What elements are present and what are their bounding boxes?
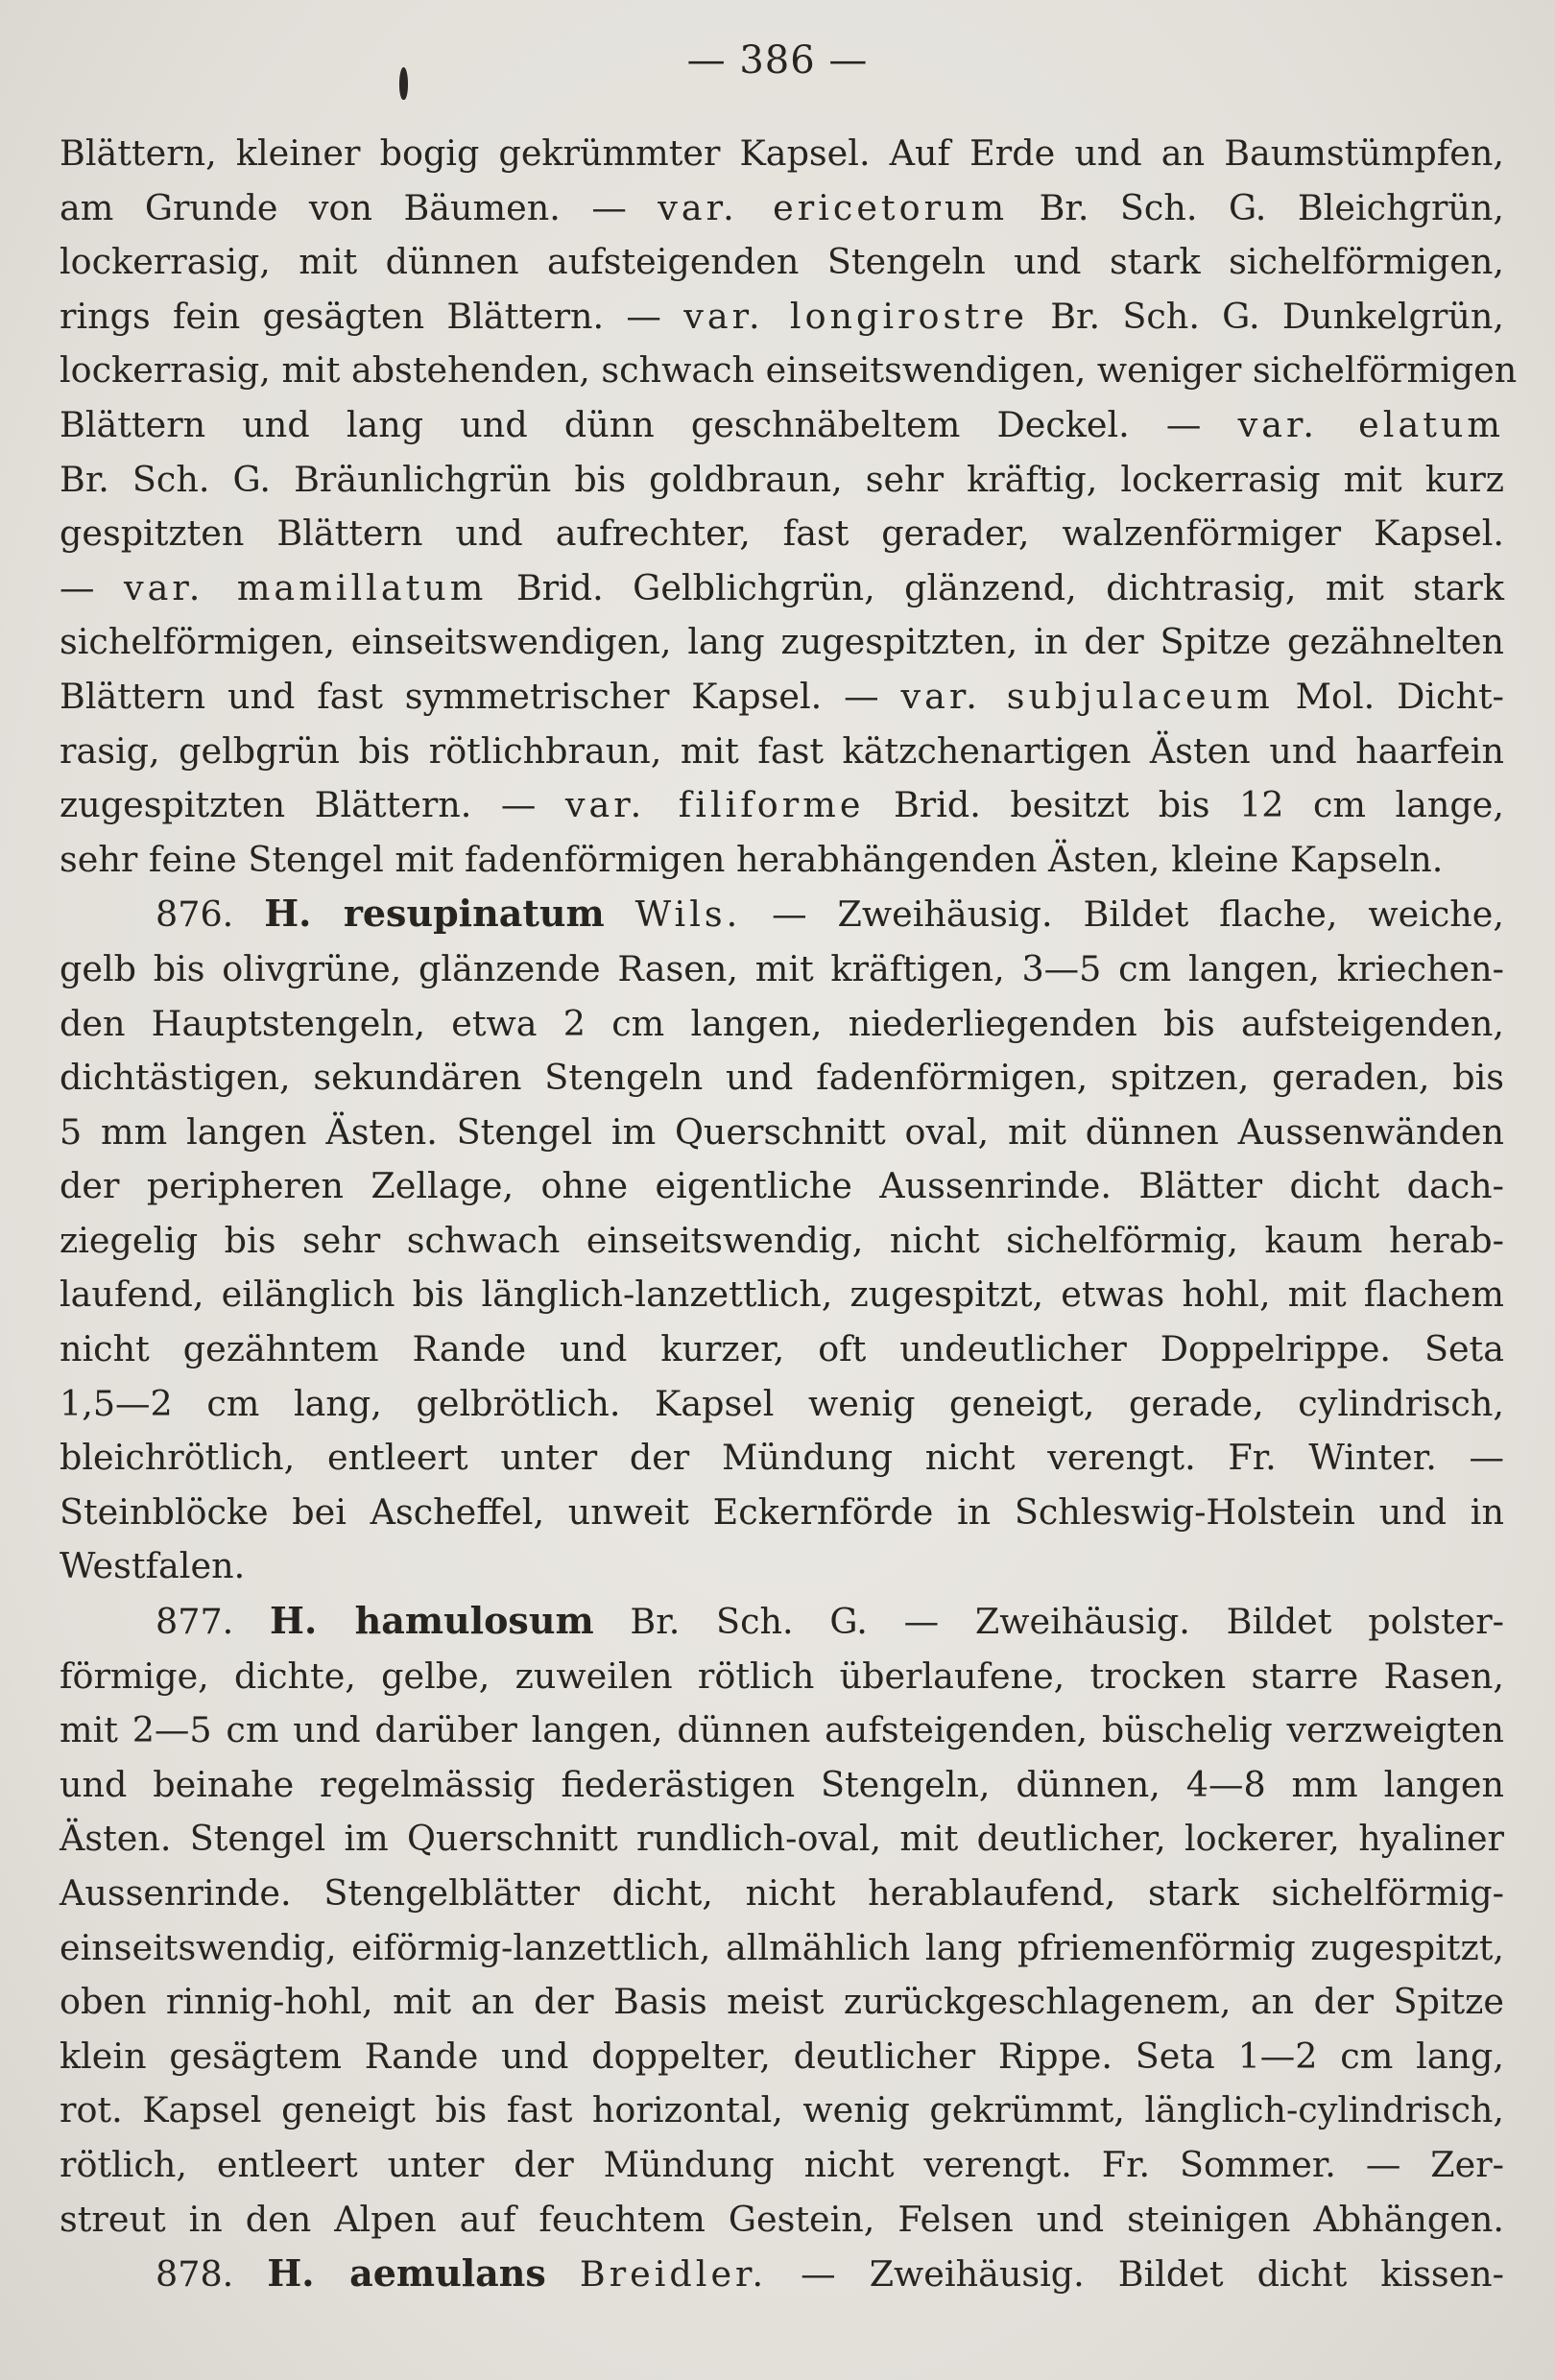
text-line: den Hauptstengeln, etwa 2 cm langen, niederliegenden bis aufsteigenden, <box>60 1002 1504 1044</box>
text-line: rötlich, entleert unter der Mündung nicht verengt. Fr. Sommer. — Zer- <box>60 2143 1504 2185</box>
text-line: Blättern, kleiner bogig gekrümmter Kapsel. Auf Erde und an Baumstümpfen, <box>60 132 1504 174</box>
text-line: Aussenrinde. Stengelblätter dicht, nicht herablaufend, stark sichelförmig- <box>60 1872 1504 1914</box>
variety-name: var. elatum <box>1237 403 1504 445</box>
page-body <box>60 127 1518 2302</box>
variety-name: var. longirostre <box>683 295 1028 337</box>
text-line: rasig, gelbgrün bis rötlichbraun, mit fast kätzchenartigen Ästen und haarfein <box>60 729 1504 772</box>
text-line: nicht gezähntem Rande und kurzer, oft undeutlicher Doppelrippe. Seta <box>60 1328 1504 1370</box>
text-line: und beinahe regelmässig fiederästigen Stengeln, dünnen, 4—8 mm langen <box>60 1763 1504 1805</box>
text-line: Ästen. Stengel im Querschnitt rundlich-oval, mit deutlicher, lockerer, hyaliner <box>60 1818 1504 1860</box>
text-line: Blättern und fast symmetrischer Kapsel. — var. subjulaceum Mol. Dicht- <box>60 675 1504 717</box>
text-line: rot. Kapsel geneigt bis fast horizontal, wenig gekrümmt, länglich-cylindrisch, <box>60 2089 1504 2131</box>
text-line: Steinblöcke bei Ascheffel, unweit Eckernförde in Schleswig-Holstein und in <box>60 1490 1504 1533</box>
species-name: H. resupinatum <box>264 892 605 936</box>
text-line: klein gesägtem Rande und doppelter, deutlicher Rippe. Seta 1—2 cm lang, <box>60 2035 1504 2077</box>
text-line: gelb bis olivgrüne, glänzende Rasen, mit kräftigen, 3—5 cm langen, kriechen- <box>60 947 1504 989</box>
text-line: rings fein gesägten Blättern. — var. longirostre Br. Sch. G. Dunkelgrün, <box>60 295 1505 337</box>
text-line: streut in den Alpen auf feuchtem Gestein, Felsen und steinigen Abhängen. <box>60 2198 1504 2240</box>
text-line: am Grunde von Bäumen. — var. ericetorum Br. Sch. G. Bleichgrün, <box>60 186 1505 228</box>
entry-876-heading: 876. H. resupinatum Wils. — Zweihäusig. Bildet flache, weiche, <box>156 892 1504 936</box>
text-line: zugespitzten Blättern. — var. filiforme Brid. besitzt bis 12 cm lange, <box>60 784 1504 826</box>
text-line: Westfalen. <box>60 1545 246 1587</box>
text-line: Blättern und lang und dünn geschnäbeltem Deckel. — var. elatum <box>60 403 1504 445</box>
text-line: 1,5—2 cm lang, gelbrötlich. Kapsel wenig geneigt, gerade, cylindrisch, <box>60 1382 1504 1424</box>
variety-name: var. filiforme <box>564 784 865 826</box>
text-line: — var. mamillatum Brid. Gelblichgrün, glänzend, dichtrasig, mit stark <box>60 566 1505 608</box>
text-line: mit 2—5 cm und darüber langen, dünnen aufsteigenden, büschelig verzweigten <box>60 1709 1504 1751</box>
text-line: sehr feine Stengel mit fadenförmigen herabhängenden Ästen, kleine Kapseln. <box>60 838 1444 880</box>
text-line: bleichrötlich, entleert unter der Mündung nicht verengt. Fr. Winter. — <box>60 1437 1504 1479</box>
author-name: Wils. <box>634 893 742 936</box>
species-name: H. aemulans <box>267 2251 546 2296</box>
text-line: dichtästigen, sekundären Stengeln und fadenförmigen, spitzen, geraden, bis <box>60 1057 1504 1099</box>
variety-name: var. mamillatum <box>123 566 488 608</box>
text-line: 5 mm langen Ästen. Stengel im Querschnitt oval, mit dünnen Aussenwänden <box>60 1110 1504 1153</box>
text-line: lockerrasig, mit abstehenden, schwach einseitswendigen, weniger sichelförmigen <box>60 349 1518 392</box>
text-line: Br. Sch. G. Bräunlichgrün bis goldbraun, sehr kräftig, lockerrasig mit kurz <box>60 458 1504 500</box>
entry-878-heading: 878. H. aemulans Breidler. — Zweihäusig. Bildet dicht kissen- <box>156 2251 1504 2296</box>
text-line: oben rinnig-hohl, mit an der Basis meist zurückgeschlagenem, an der Spitze <box>60 1981 1504 2023</box>
text-line: gespitzten Blättern und aufrechter, fast gerader, walzenförmiger Kapsel. <box>60 512 1504 555</box>
text-line: sichelförmigen, einseitswendigen, lang zugespitzten, in der Spitze gezähnelten <box>60 621 1504 663</box>
text-line: laufend, eilänglich bis länglich-lanzettlich, zugespitzt, etwas hohl, mit flachem <box>60 1273 1504 1316</box>
species-name: H. hamulosum <box>270 1599 594 1643</box>
page-number: — 386 — <box>686 38 869 83</box>
text-line: förmige, dichte, gelbe, zuweilen rötlich überlaufene, trocken starre Rasen, <box>60 1654 1504 1697</box>
entry-877-heading: 877. H. hamulosum Br. Sch. G. — Zweihäusig. Bildet polster- <box>156 1599 1505 1643</box>
text-line: der peripheren Zellage, ohne eigentliche Aussenrinde. Blätter dicht dach- <box>60 1165 1504 1207</box>
text-line: ziegelig bis sehr schwach einseitswendig, nicht sichelförmig, kaum herab- <box>60 1219 1504 1261</box>
author-name: Breidler. <box>579 2253 768 2296</box>
variety-name: var. subjulaceum <box>900 675 1274 717</box>
text-line: einseitswendig, eiförmig-lanzettlich, allmählich lang pfriemenförmig zugespitzt, <box>60 1926 1504 1968</box>
variety-name: var. ericetorum <box>658 186 1009 228</box>
text-line: lockerrasig, mit dünnen aufsteigenden Stengeln und stark sichelförmigen, <box>60 241 1504 283</box>
